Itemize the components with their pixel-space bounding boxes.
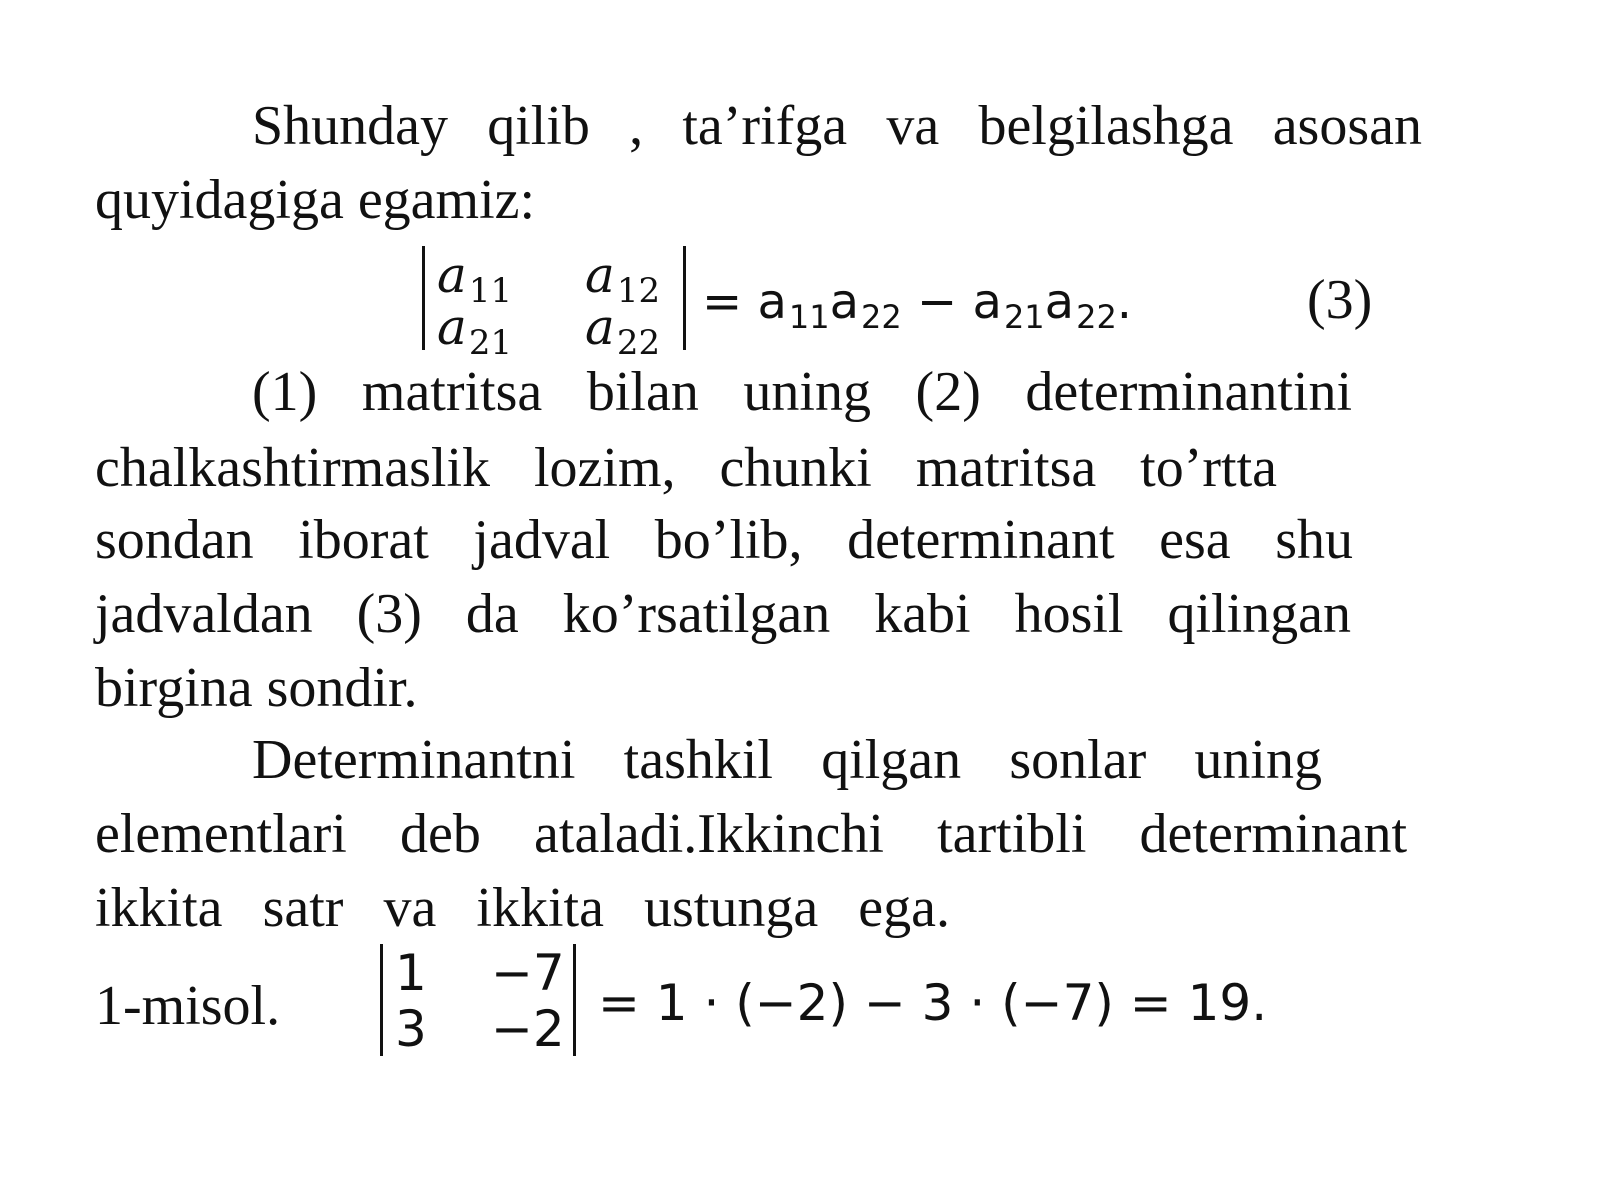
paragraph2-line3: sondan iborat jadval bo’lib, determinant esa shu	[95, 509, 1353, 571]
paragraph3-line2: elementlari deb ataladi.Ikkinchi tartibli determinant	[95, 803, 1407, 865]
element-a21: $a_{21}$	[437, 298, 513, 363]
element-a12: $a_{12}$	[585, 246, 661, 311]
example-element-11: 1	[395, 944, 427, 1002]
example-element-22: −2	[491, 1000, 565, 1058]
example-element-12: −7	[491, 944, 565, 1002]
paragraph2-line1: (1) matritsa bilan uning (2) determinantini	[252, 361, 1352, 423]
determinant-example	[380, 944, 576, 1056]
paragraph2-line5: birgina sondir.	[95, 657, 418, 719]
element-a11: $a_{11}$	[437, 246, 513, 311]
paragraph3-line1: Determinantni tashkil qilgan sonlar uning	[252, 729, 1322, 791]
example-rhs: = 1 · (−2) − 3 · (−7) = 19.	[598, 974, 1268, 1032]
element-a22: $a_{22}$	[585, 298, 661, 363]
paragraph1-line2: quyidagiga egamiz:	[95, 169, 536, 231]
example-label: 1-misol.	[95, 975, 281, 1037]
determinant-general	[422, 246, 686, 363]
formula3-rhs: = $a_{11}a_{22} - a_{21}a_{22}$.	[702, 274, 1133, 336]
paragraph1-line1: Shunday qilib , ta’rifga va belgilashga asosan	[252, 95, 1422, 157]
equation-number: (3)	[1307, 269, 1373, 331]
paragraph2-line2: chalkashtirmaslik lozim, chunki matritsa to’rtta	[95, 437, 1277, 499]
paragraph2-line4: jadvaldan (3) da ko’rsatilgan kabi hosil qilingan	[95, 583, 1351, 645]
paragraph3-line3: ikkita satr va ikkita ustunga ega.	[95, 877, 950, 939]
example-element-21: 3	[395, 1000, 427, 1058]
